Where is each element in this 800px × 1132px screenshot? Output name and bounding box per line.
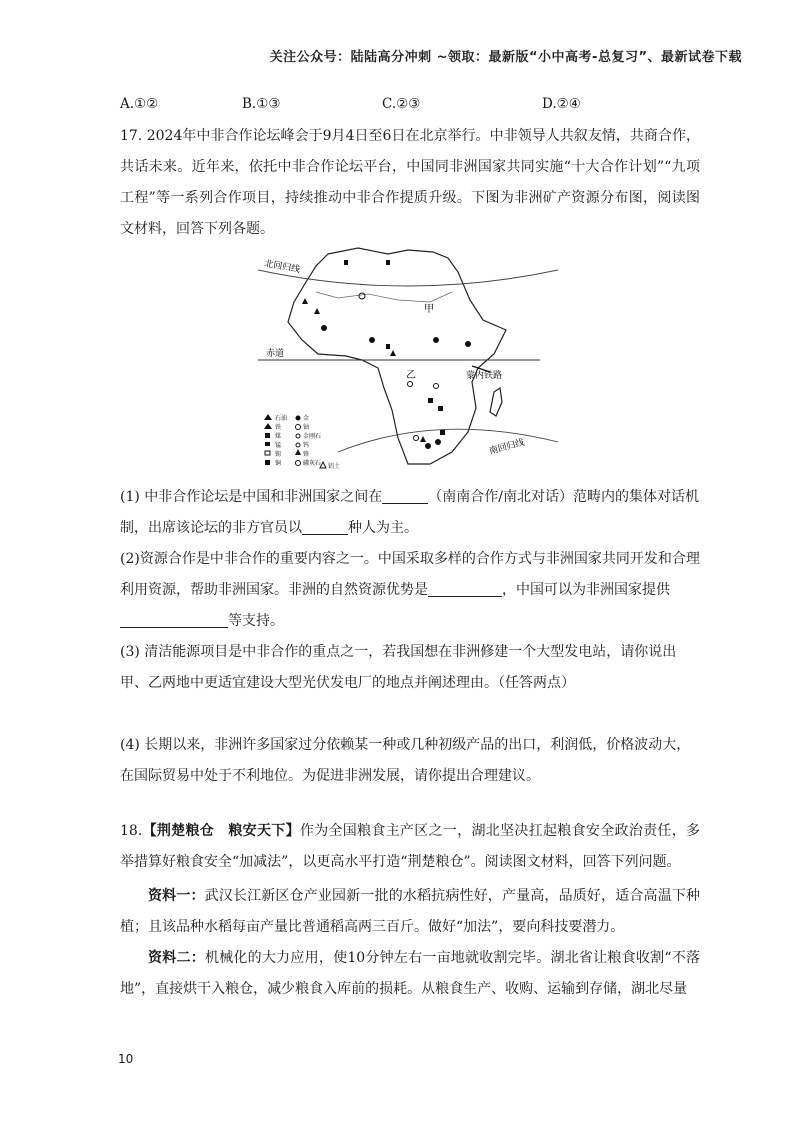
tropic-north-line (258, 270, 558, 286)
legend-gold-label: 金 (303, 415, 310, 422)
answer-blank-4[interactable] (120, 611, 228, 628)
legend-manganese-symbol (265, 442, 270, 446)
legend-tin-symbol (265, 451, 270, 455)
part-3-text: (3) 清洁能源项目是中非合作的重点之一，若我国想在非洲修建一个大型发电站，请你说出甲、乙两地中更适宜建设大型光伏发电厂的地点并阐述理由。（任答两点） (120, 644, 677, 691)
legend-coal-symbol (265, 433, 270, 438)
question-17-part-3 (120, 637, 700, 699)
part-1-text-a: (1) 中非合作论坛是中国和非洲国家之间在 (120, 489, 383, 505)
legend-bauxite-label: 铝土 (328, 463, 341, 470)
part-4-text: (4) 长期以来，非洲许多国家过分依赖某一种或几种初级产品的出口，利润低，价格波动大，在国际贸易中处于不利地位。为促进非洲发展，请你提出合理建议。 (120, 737, 691, 784)
question-17-part-2 (120, 544, 700, 637)
question-18-stem: 作为全国粮食主产区之一，湖北坚决扛起粮食安全政治责任，多举措算好粮食安全“加减法”，以更高水平打造“荆楚粮仓”。阅读图文材料，回答下列问题。 (120, 823, 701, 870)
legend-uranium-symbol (296, 425, 301, 430)
legend-iron-symbol (264, 423, 272, 429)
answer-blank-3[interactable] (428, 580, 502, 597)
gold-symbol (435, 439, 441, 445)
page-header: 关注公众号：陆陆高分冲刺 ~领取：最新版“小中高考-总复习”、最新试卷下载 (269, 50, 742, 65)
material-2-text: 机械化的大力应用，使10分钟左右一亩地就收割完毕。湖北省让粮食收割“不落地”，直接烘干入粮仓，减少粮食入库前的损耗。从粮食生产、收购、运输到存储，湖北尽量 (120, 950, 700, 997)
gold-symbol (369, 337, 375, 343)
gold-symbol (433, 337, 439, 343)
iron-symbol (420, 436, 426, 442)
gold-symbol (321, 325, 327, 331)
material-2-label: 资料二： (148, 950, 205, 966)
tropic-north-label: 北回归线 (263, 259, 301, 276)
question-18-title: 【荆楚粮仓 粮安天下】 (142, 823, 300, 839)
iron-symbol (390, 350, 396, 356)
copper-symbol (440, 430, 445, 435)
answer-blank-1[interactable] (382, 487, 428, 504)
legend-manganese-label: 锰 (275, 442, 282, 449)
answer-blank-2[interactable] (302, 518, 348, 535)
question-18 (120, 816, 700, 1005)
oil-symbol (344, 260, 348, 265)
copper-symbol (428, 398, 433, 403)
part-1-text-c: 种人为主。 (348, 520, 418, 536)
part-2-text-a: (2)资源合作是中非合作的重要内容之一。中国采取多样的合作方式与非洲国家共同开发和合理利用资源，帮助非洲国家。非洲的自然资源优势是 (120, 551, 700, 598)
question-17-stem: 17. 2024年中非合作论坛峰会于9月4日至6日在北京举行。中非领导人共叙友情，共商合作，共话未来。近年来，依托中非合作论坛平台，中国同非洲国家共同实施“十大合作计划”“九项工程”等一系列合作项目，持续推动中非合作提质升级。下图为非洲矿产资源分布图，阅读图文材料，回答下列各题。 (120, 128, 700, 237)
legend-gold-symbol (296, 416, 301, 421)
choice-c: C.②③ (382, 96, 421, 112)
part-2-text-c: 等支持。 (228, 613, 284, 629)
uranium-symbol (359, 293, 365, 299)
oil-symbol (386, 344, 390, 349)
question-18-number: 18. (120, 823, 143, 839)
question-17-part-4 (120, 730, 700, 792)
north-border (316, 292, 452, 302)
part-1-text-b: （南南合作/南北对话）范畴内的集体对话机制，出席该论坛的非方官员以 (120, 489, 699, 536)
tropic-south-line (338, 429, 558, 452)
material-1-label: 资料一： (148, 888, 205, 904)
choice-d: D.②④ (542, 96, 581, 112)
legend-chromium-symbol (295, 449, 301, 455)
diamond-symbol (434, 384, 439, 389)
copper-symbol (438, 406, 443, 411)
gold-symbol (425, 443, 431, 449)
diamond-symbol (414, 436, 419, 441)
legend-copper-symbol (265, 460, 270, 465)
africa-mineral-map (258, 242, 558, 472)
legend-oil-symbol (264, 414, 272, 420)
map-legend (264, 414, 340, 470)
legend-diamond-label: 金刚石 (303, 433, 322, 440)
page-number: 10 (118, 1052, 134, 1066)
madagascar-outline (490, 388, 502, 416)
equator-label: 赤道 (266, 349, 285, 359)
legend-tungsten-label: 钨 (303, 442, 310, 449)
question-17-part-1 (120, 482, 700, 544)
iron-symbol (302, 298, 308, 304)
question-17 (120, 121, 700, 245)
choice-b: B.①③ (242, 96, 281, 112)
legend-uranium-label: 铀 (303, 424, 310, 431)
legend-tin-label: 锡 (275, 451, 282, 458)
legend-tungsten-symbol (296, 443, 300, 447)
tropic-south-label: 南回归线 (488, 437, 526, 457)
gold-symbol (465, 341, 471, 347)
legend-oil-label: 石油 (275, 415, 288, 422)
legend-iron-label: 铁 (275, 424, 282, 431)
diamond-symbol (408, 382, 413, 387)
legend-apatite-label: 磷灰石 (303, 460, 322, 467)
railway-label: 蒙内铁路 (466, 371, 503, 381)
material-1-text: 武汉长江新区仓产业园新一批的水稻抗病性好，产量高，品质好，适合高温下种植；且该品种水稻每亩产量比普通稻高两三百斤。做好“加法”，要向科技要潜力。 (120, 888, 701, 935)
location-yi-label: 乙 (406, 370, 416, 381)
legend-diamond-symbol (296, 434, 300, 438)
legend-apatite-symbol (296, 461, 301, 466)
legend-chromium-label: 铬 (303, 451, 310, 458)
oil-symbol (386, 260, 390, 265)
location-jia-label: 甲 (424, 304, 434, 315)
legend-copper-label: 铜 (275, 460, 282, 467)
part-2-text-b: ，中国可以为非洲国家提供 (502, 582, 670, 598)
choice-a: A.①② (120, 96, 159, 112)
legend-coal-label: 煤 (275, 433, 282, 440)
iron-symbol (314, 308, 320, 314)
